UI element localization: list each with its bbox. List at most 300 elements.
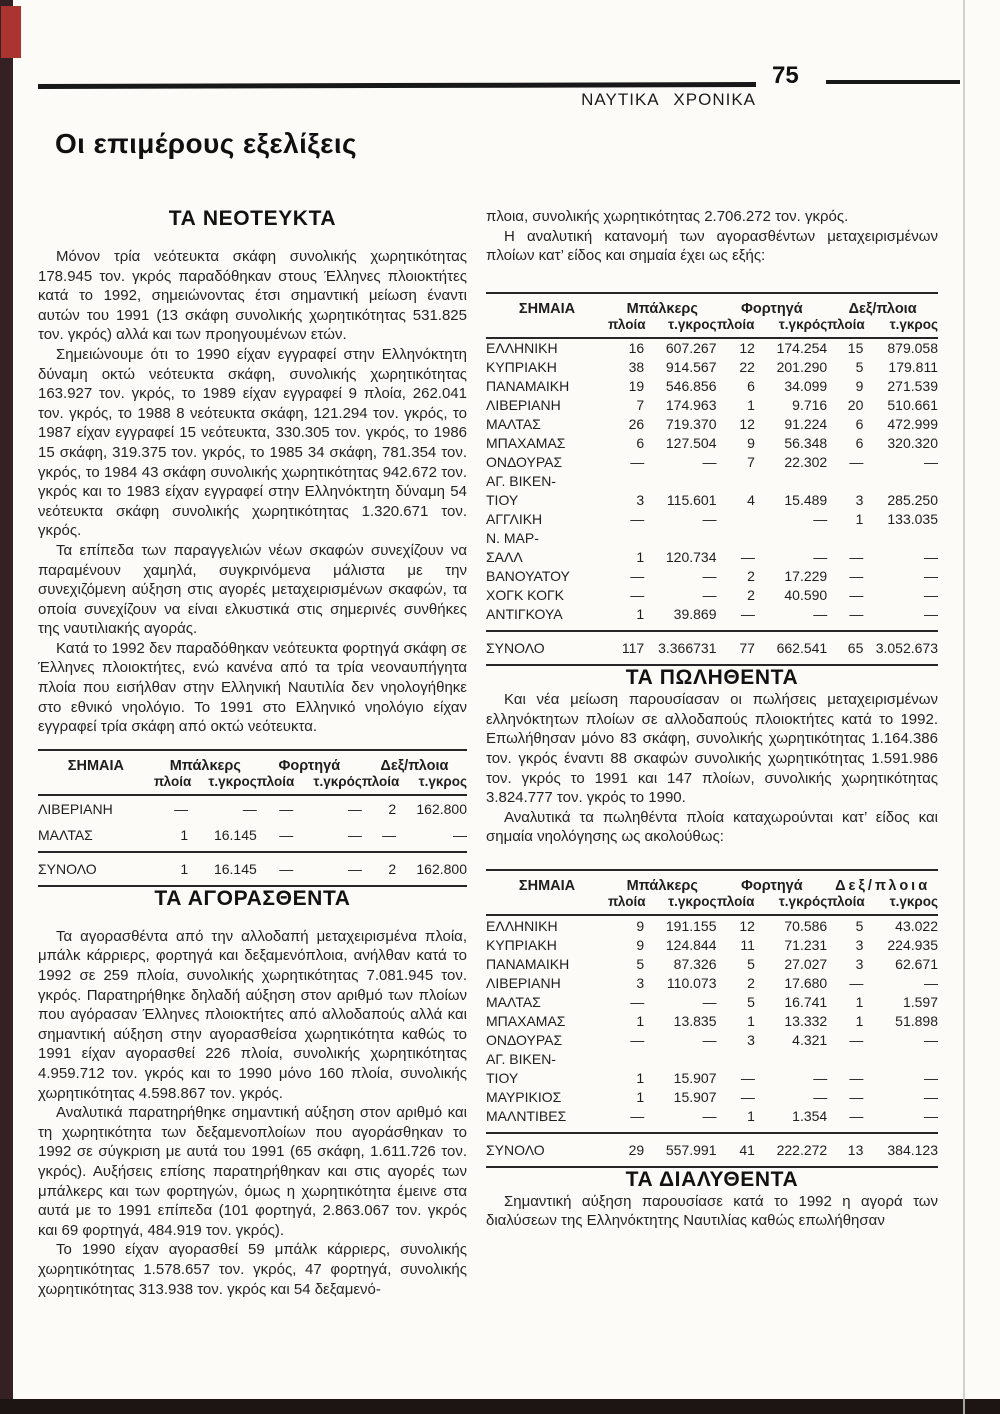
cell: 6 <box>855 435 864 452</box>
cell: 9 <box>636 917 645 934</box>
cell: 174.963 <box>665 397 717 414</box>
cell: 11 <box>740 936 755 953</box>
table-row <box>486 1106 938 1133</box>
cell: 87.326 <box>673 955 717 972</box>
cell: 546.856 <box>665 378 717 395</box>
sub-header-tons: τ.γκρος <box>644 894 716 915</box>
cell: 662.541 <box>755 631 827 665</box>
flag-cell: ΚΥΠΡΙΑΚΗ <box>486 936 557 953</box>
flag-cell: Ν. ΜΑΡ- <box>486 530 539 547</box>
table-group-header-row <box>486 293 938 317</box>
cell: — <box>924 1031 938 1048</box>
cell: — <box>740 606 755 623</box>
cell: — <box>924 587 938 604</box>
cell <box>755 1049 827 1068</box>
table-row <box>486 529 938 548</box>
cell: 7 <box>636 397 645 414</box>
sub-header-ships: πλοία <box>827 894 863 915</box>
cell: 15.907 <box>673 1088 717 1105</box>
sub-header-ships: πλοία <box>608 894 644 915</box>
table-total-row <box>486 631 938 665</box>
cell: — <box>279 800 294 817</box>
cell: 1 <box>636 1069 645 1086</box>
flag-cell: ΑΓΓΛΙΚΗ <box>486 511 543 528</box>
cell: 174.254 <box>776 340 828 357</box>
cell: 2 <box>747 587 755 604</box>
cell: — <box>849 1031 864 1048</box>
cell: 16.145 <box>213 826 257 843</box>
paragraph: Μόνον τρία νεότευκτα σκάφη συνολικής χωρητικότητας 178.945 τον. γκρός παραδόθηκαν στους Έλληνες πλοιοκτήτες κατά το 1992, σημειώνοντας έτσι σημαντική μείωση έναντι αυτών του 1991 (13 σκάφη συνολικής χωρητικότητας 531.825 τον. γκρός) αλλά και των προηγουμένων ετών. <box>38 248 467 344</box>
cell: — <box>813 1088 828 1105</box>
column-header-flag: ΣΗΜΑΙΑ <box>38 750 154 795</box>
cell: 162.800 <box>396 852 467 886</box>
cell <box>644 1049 716 1068</box>
table-row <box>486 491 938 510</box>
paragraph: Το 1990 είχαν αγορασθεί 59 μπάλκ κάρριερς, συνολικής χωρητικότητας 1.578.657 τον. γκρός, 47 φορτηγά, συνολικής χωρητικότητας 313.938 τον. γκρός και 54 δεξαμενό- <box>38 1241 467 1298</box>
table-group-header-row <box>486 870 938 894</box>
cell: 43.022 <box>895 917 938 934</box>
cell: 17.229 <box>784 568 828 585</box>
cell: 4 <box>747 492 755 509</box>
cell <box>755 529 827 548</box>
flag-cell: ΟΝΔΟΥΡΑΣ <box>486 1031 563 1048</box>
cell: — <box>453 826 467 843</box>
flag-cell: ΜΑΛΤΑΣ <box>486 416 541 433</box>
table-row <box>486 567 938 586</box>
cell: 6 <box>747 378 755 395</box>
table-row <box>486 377 938 396</box>
table-total-row <box>486 1133 938 1167</box>
cell: 62.671 <box>895 955 938 972</box>
cell: 15 <box>847 340 864 357</box>
newbuilds-paragraphs <box>38 247 467 737</box>
cell: 1 <box>154 852 188 886</box>
column-header-tankers: Δεξ/πλοια <box>835 878 931 895</box>
cell: — <box>740 1088 755 1105</box>
cell: — <box>630 993 645 1010</box>
cell: — <box>924 454 938 471</box>
page-number: 75 <box>772 62 799 89</box>
cell: 1 <box>747 1107 755 1124</box>
cell: — <box>813 1069 828 1086</box>
cell: — <box>382 826 397 843</box>
table-row <box>486 1030 938 1049</box>
cell: 557.991 <box>644 1133 716 1167</box>
cell: — <box>849 1069 864 1086</box>
cell: — <box>924 568 938 585</box>
cell: 34.099 <box>784 378 828 395</box>
table-row <box>486 434 938 453</box>
sub-header-tons: τ.γκρος <box>863 317 938 338</box>
cell: — <box>849 606 864 623</box>
cell: 40.590 <box>784 587 828 604</box>
paragraph: Αναλυτικά τα πωληθέντα πλοία καταχωρούνται κατ’ είδος και σημαία νηολόγησης ως ακολούθως: <box>486 808 938 846</box>
paragraph-continuation: πλοια, συνολικής χωρητικότητας 2.706.272 τον. γκρός. <box>486 208 849 225</box>
cell: 3.366731 <box>644 631 716 665</box>
cell: 1 <box>747 1012 755 1029</box>
cell: 13.332 <box>784 1012 828 1029</box>
cell: 70.586 <box>784 917 828 934</box>
cell: 222.272 <box>755 1133 827 1167</box>
cell: 5 <box>855 917 864 934</box>
cell: 472.999 <box>887 416 938 433</box>
table-row <box>486 992 938 1011</box>
column-header-cargo: Φορτηγά <box>278 757 341 774</box>
cell <box>608 529 644 548</box>
table-row <box>486 1049 938 1068</box>
cell: 3 <box>636 974 645 991</box>
cell: — <box>702 568 717 585</box>
cell <box>717 472 755 491</box>
cell: 5 <box>747 955 755 972</box>
flag-cell: ΜΠΑΧΑΜΑΣ <box>486 435 566 452</box>
table-row <box>486 548 938 567</box>
cell: 1 <box>855 993 864 1010</box>
cell: — <box>630 511 645 528</box>
cell: 3 <box>747 1031 755 1048</box>
table-row <box>486 954 938 973</box>
cell: — <box>630 587 645 604</box>
flag-cell: ΜΑΛΝΤΙΒΕΣ <box>486 1107 567 1124</box>
column-header-cargo: Φορτηγά <box>741 878 803 895</box>
cell: 3 <box>855 492 864 509</box>
section-heading-newbuilds: ΤΑ ΝΕΟΤΕΥΚΤΑ <box>168 207 337 230</box>
cell: 510.661 <box>887 397 938 414</box>
table-row <box>486 586 938 605</box>
cell: 77 <box>717 631 755 665</box>
cell: 20 <box>847 397 864 414</box>
sub-header-ships: πλοία <box>154 774 188 795</box>
flag-cell: ΚΥΠΡΙΑΚΗ <box>486 359 557 376</box>
cell <box>608 1049 644 1068</box>
cell: 3 <box>855 955 864 972</box>
cell: 124.844 <box>665 936 717 953</box>
cell: — <box>924 1107 938 1124</box>
header-rule-right <box>826 80 960 84</box>
table-row <box>486 605 938 632</box>
paragraph: Σημειώνουμε ότι το 1990 είχαν εγγραφεί στην Ελληνόκτητη δύναμη οκτώ νεότευκτα σκάφη, συνολικής χωρητικότητας 163.927 τον. γκρός, το 1989 είχαν εγγραφεί 9 πλοία, 262.041 τον. γκρός, το 1988 8 νεότευκτα σκάφη, 121.294 τον. γκρός, το 1987 είχαν εγγραφεί 15 νεότευκτα, 330.305 τον. γκρός, το 1986 15 σκάφη, 319.375 τον. γκρός, το 1985 34 σκάφη, 781.354 τον. γκρός, το 1984 43 σκάφη συνολικής χωρητικότητας 942.672 τον. γκρός και το 1983 είχαν εγγραφεί στην Ελληνόκτητη δύναμη 54 νεότευκτα σκάφη συνολικής χωρητικότητας 1.320.671 τον. γκρός. <box>38 345 467 540</box>
paragraph: Αναλυτικά παρατηρήθηκε σημαντική αύξηση στον αριθμό και τη χωρητικότητα των δεξαμενοπλοίων που αγοράσθηκαν το 1992 σε σύγκριση με αυτά του 1991 (65 σκάφη, 1.611.726 τον. γκρός). Αυξήσεις επίσης παρατηρήθηκαν και στις αγορές των μπάλκερς και των φορτηγών, όμως η χωρητικότητα έμεινε στα αυτά με το 1991 επίπεδα (101 φορτηγά, 2.863.067 τον. γκρός και 69 φορτηγά, 484.919 τον. γκρός). <box>38 1104 467 1239</box>
flag-cell: ΕΛΛΗΝΙΚΗ <box>486 917 558 934</box>
table-row <box>38 795 467 822</box>
cell: 879.058 <box>887 340 938 357</box>
flag-cell: ΜΑΛΤΑΣ <box>38 826 93 843</box>
column-header-bulkers: Μπάλκερς <box>626 300 698 317</box>
table-row <box>486 1011 938 1030</box>
flags-table-sold <box>486 869 938 1168</box>
flag-cell: ΛΙΒΕΡΙΑΝΗ <box>486 974 561 991</box>
cell <box>717 1049 755 1068</box>
cell: — <box>924 606 938 623</box>
cell: — <box>242 800 257 817</box>
flag-cell: ΟΝΔΟΥΡΑΣ <box>486 454 563 471</box>
cell <box>644 472 716 491</box>
cell: — <box>924 1088 938 1105</box>
paragraph: Τα αγορασθέντα από την αλλοδαπή μεταχειρισμένα πλοία, μπάλκ κάρριερς, φορτηγά και δεξαμενόπλοια, ανήλθαν κατά το 1992 σε 259 πλοία, συνολικής χωρητικότητας 7.081.945 τον. γκρός. Παρατηρήθηκε δηλαδή αύξηση στον αριθμό των πλοίων που αγόρασαν Έλληνες πλοιοκτήτες από αλλοδαπούς αλλά και σημαντική αύξηση στην αγορασθείσα χωρητικότητα καθώς το 1991 είχαν αγορασθεί 226 πλοία, συνολικής χωρητικότητας 4.959.712 τον. γκρός και το 1990 μόνο 160 πλοία, συνολικής χωρητικότητας 4.598.867 τον. γκρός. <box>38 927 467 1102</box>
cell: 39.869 <box>673 606 717 623</box>
cell: 91.224 <box>784 416 828 433</box>
cell: 5 <box>636 955 645 972</box>
bottom-edge-scan-bar <box>0 1399 1000 1414</box>
section-heading-sold: ΤΑ ΠΩΛΗΘΕΝΤΑ <box>625 666 799 690</box>
paragraph: Τα επίπεδα των παραγγελιών νέων σκαφών συνεχίζουν να παραμένουν χαμηλά, συγκρινόμενα μάλιστα με την συνεχιζόμενη αύξηση στις αγορές μεταχειρισμένων σκαφών, τα οποία συνεχίζουν να είναι ελκυστικά στις σημερινές συνθήκες της ναυτιλιακής αγοράς. <box>38 541 467 638</box>
flags-table-purchased <box>486 292 938 667</box>
cell: 22.302 <box>784 454 828 471</box>
sub-header-ships: πλοία <box>717 317 755 338</box>
flag-cell: ΑΓ. ΒΙΚΕΝ- <box>486 1050 556 1067</box>
cell: — <box>924 549 938 566</box>
cell: 1 <box>636 1088 645 1105</box>
cell: — <box>702 1107 717 1124</box>
cell: 4.321 <box>792 1031 828 1048</box>
cell <box>863 529 938 548</box>
cell: 3 <box>855 936 864 953</box>
cell: 13 <box>827 1133 863 1167</box>
cell: 1 <box>180 826 189 843</box>
cell: 38 <box>628 359 645 376</box>
sub-header-tons: τ.γκρος <box>863 894 938 915</box>
column-header-flag: ΣΗΜΑΙΑ <box>486 870 608 915</box>
cell: 9 <box>747 435 755 452</box>
cell: 1.597 <box>902 993 938 1010</box>
cell: 2 <box>362 852 396 886</box>
cell: 115.601 <box>666 492 717 509</box>
table-group-header-row <box>38 750 467 774</box>
flag-cell: ΜΑΛΤΑΣ <box>486 993 541 1010</box>
cell <box>827 529 863 548</box>
cell: 22 <box>739 359 755 376</box>
cell: 607.267 <box>665 340 717 357</box>
cell: 1 <box>636 606 645 623</box>
cell: 41 <box>717 1133 755 1167</box>
cell: 127.504 <box>665 435 717 452</box>
cell: 26 <box>628 416 645 433</box>
cell: — <box>702 993 717 1010</box>
column-header-bulkers: Μπάλκερς <box>169 757 241 774</box>
cell: 56.348 <box>784 435 828 452</box>
cell: — <box>702 1031 717 1048</box>
cell: 12 <box>739 917 755 934</box>
table-row <box>486 338 938 358</box>
page-crease-line <box>963 0 965 1414</box>
cell <box>827 472 863 491</box>
cell: 120.734 <box>665 549 717 566</box>
total-label: ΣΥΝΟΛΟ <box>486 1133 608 1167</box>
cell: 271.539 <box>887 378 938 395</box>
cell <box>863 1049 938 1068</box>
table-row <box>486 453 938 472</box>
cell: 7 <box>747 454 755 471</box>
cell: 1 <box>636 1012 645 1029</box>
table-row <box>486 472 938 491</box>
cell <box>644 529 716 548</box>
cell: 110.073 <box>666 974 717 991</box>
cell: 51.898 <box>895 1012 938 1029</box>
cell: 65 <box>827 631 863 665</box>
header-rule-left <box>38 82 756 89</box>
cell: 320.320 <box>887 435 938 452</box>
cell: 6 <box>855 416 864 433</box>
cell: — <box>702 454 717 471</box>
cell: 1 <box>747 397 755 414</box>
cell: 15.489 <box>784 492 828 509</box>
flag-cell: ΛΙΒΕΡΙΑΝΗ <box>38 800 113 817</box>
table-row <box>486 358 938 377</box>
sub-header-tons: τ.γκρος <box>644 317 716 338</box>
cell: 6 <box>636 435 645 452</box>
flag-cell: ΤΙΟΥ <box>486 492 519 509</box>
cell <box>717 510 755 529</box>
flag-cell: ΜΑΥΡΙΚΙΟΣ <box>486 1088 562 1105</box>
flag-cell: ΛΙΒΕΡΙΑΝΗ <box>486 397 561 414</box>
cell: — <box>347 826 362 843</box>
cell: 9 <box>636 936 645 953</box>
cell: 71.231 <box>784 936 828 953</box>
flag-cell: ΠΑΝΑΜΑΙΚΗ <box>486 955 570 972</box>
cell: — <box>293 852 362 886</box>
cell: — <box>849 1088 864 1105</box>
flag-cell: ΕΛΛΗΝΙΚΗ <box>486 340 558 357</box>
flag-cell: ΜΠΑΧΑΜΑΣ <box>486 1012 566 1029</box>
cell: — <box>813 511 828 528</box>
cell: 201.290 <box>776 359 828 376</box>
purchased-paragraphs <box>38 927 467 1299</box>
cell: 5 <box>747 993 755 1010</box>
cell: 9.716 <box>792 397 828 414</box>
cell: 12 <box>739 416 755 433</box>
sub-header-ships: πλοία <box>608 317 644 338</box>
left-edge-red-mark <box>1 6 21 58</box>
cell: 1 <box>636 549 645 566</box>
paragraph: Η αναλυτική κατανομή των αγορασθέντων μεταχειρισμένων πλοίων κατ’ είδος και σημαία έχει ως εξής: <box>486 227 938 265</box>
cell: 5 <box>855 359 864 376</box>
cell: 12 <box>739 340 755 357</box>
cell: — <box>347 800 362 817</box>
left-column <box>38 207 467 1299</box>
table-row <box>486 973 938 992</box>
cell: — <box>849 587 864 604</box>
sub-header-ships: πλοία <box>362 774 396 795</box>
cell: 2 <box>747 568 755 585</box>
sub-header-tons: τ.γκρός <box>755 317 827 338</box>
table-row <box>486 1068 938 1087</box>
total-label: ΣΥΝΟΛΟ <box>486 631 608 665</box>
flag-cell: ΑΓ. ΒΙΚΕΝ- <box>486 473 556 490</box>
cell: — <box>849 974 864 991</box>
flags-table-newbuilds <box>38 749 467 887</box>
cell: 179.811 <box>888 359 938 376</box>
total-label: ΣΥΝΟΛΟ <box>38 852 154 886</box>
flag-cell: ΒΑΝΟΥΑΤΟΥ <box>486 568 570 585</box>
cell: 224.935 <box>887 936 938 953</box>
table-row <box>486 396 938 415</box>
cell: — <box>257 852 293 886</box>
cell <box>755 472 827 491</box>
cell: 1 <box>855 1012 864 1029</box>
cell: 384.123 <box>863 1133 938 1167</box>
cell: 16 <box>628 340 645 357</box>
paragraph: Κατά το 1992 δεν παραδόθηκαν νεότευκτα φορτηγά σκάφη σε Έλληνες πλοιοκτήτες, ενώ κανένα από τα τρία νεοναυπήγητα πλοία που εισήλθαν στην Ελληνική Ναυτιλία δεν νηολογήθηκε στο εθνικό νηολόγιο. Το 1991 στο Ελληνικό νηολόγιο είχαν εγγραφεί τρία σκάφη από οκτώ νεότευκτα. <box>38 639 467 736</box>
sub-header-ships: πλοία <box>717 894 755 915</box>
cell: 1.354 <box>792 1107 828 1124</box>
cell: 191.155 <box>665 917 717 934</box>
cell: — <box>630 1031 645 1048</box>
cell: 914.567 <box>665 359 717 376</box>
flag-cell: ΑΝΤΙΓΚΟΥΑ <box>486 606 563 623</box>
sub-header-tons: τ.γκρος <box>188 774 257 795</box>
column-header-cargo: Φορτηγά <box>741 300 803 317</box>
cell: — <box>702 587 717 604</box>
cell: — <box>849 1107 864 1124</box>
cell: — <box>813 606 828 623</box>
cell: 27.027 <box>784 955 828 972</box>
cell <box>717 529 755 548</box>
left-edge-scan-bar <box>0 0 13 1414</box>
cell <box>827 1049 863 1068</box>
cell: — <box>740 1069 755 1086</box>
cell: — <box>924 974 938 991</box>
table-row <box>486 915 938 935</box>
cell: — <box>813 549 828 566</box>
cell: 285.250 <box>887 492 938 509</box>
table-row <box>486 510 938 529</box>
table-total-row <box>38 852 467 886</box>
cell: — <box>702 511 717 528</box>
paragraph: Και νέα μείωση παρουσίασαν οι πωλήσεις μεταχειρισμένων ελληνόκτητων πλοίων σε αλλοδαπούς πλοιοκτήτες κατά το 1992. Επωλήθησαν μόνο 83 σκάφη, συνολικής χωρητικότητας 1.164.386 τον. γκρός έναντι 88 σκαφών συνολικής χωρητικότητας 1.591.986 τον. γκρός το 1991 και 147 πλοίων, συνολικής χωρητικότητας 3.824.777 τον. γκρός το 1990. <box>486 691 938 807</box>
cell: 16.145 <box>188 852 257 886</box>
cell <box>863 472 938 491</box>
flag-cell: ΣΑΛΛ <box>486 549 523 566</box>
cell: — <box>849 549 864 566</box>
column-header-tankers: Δεξ/πλοια <box>380 757 449 774</box>
section-heading-purchased: ΤΑ ΑΓΟΡΑΣΘΕΝΤΑ <box>154 886 351 910</box>
cell: — <box>279 826 294 843</box>
cell: — <box>174 800 189 817</box>
column-header-tankers: Δεξ/πλοια <box>848 300 917 317</box>
cell: 16.741 <box>784 993 828 1010</box>
table-row <box>486 935 938 954</box>
table-row <box>486 1087 938 1106</box>
cell: 19 <box>628 378 645 395</box>
cell: — <box>630 454 645 471</box>
article-title: Οι επιμέρους εξελίξεις <box>55 128 357 159</box>
cell: 9 <box>855 378 864 395</box>
sub-header-ships: πλοία <box>827 317 863 338</box>
cell: — <box>849 568 864 585</box>
cell: — <box>740 549 755 566</box>
sub-header-tons: τ.γκρός <box>755 894 827 915</box>
column-header-flag: ΣΗΜΑΙΑ <box>486 293 608 338</box>
cell: 2 <box>747 974 755 991</box>
flag-cell: ΧΟΓΚ ΚΟΓΚ <box>486 587 565 604</box>
cell: 162.800 <box>416 800 467 817</box>
cell: 15.907 <box>673 1069 717 1086</box>
cell: 29 <box>608 1133 644 1167</box>
journal-title: ΝΑΥΤΙΚΑ ΧΡΟΝΙΚΑ <box>581 90 756 109</box>
cell: 2 <box>388 800 397 817</box>
cell: 3.052.673 <box>863 631 938 665</box>
cell: 117 <box>608 631 644 665</box>
cell <box>608 472 644 491</box>
cell: — <box>630 568 645 585</box>
cell: 719.370 <box>665 416 717 433</box>
cell: — <box>630 1107 645 1124</box>
cell: 13.835 <box>673 1012 717 1029</box>
right-column <box>486 207 938 1231</box>
cell: — <box>924 1069 938 1086</box>
column-header-bulkers: Μπάλκερς <box>626 878 698 895</box>
sub-header-tons: τ.γκρός <box>293 774 362 795</box>
